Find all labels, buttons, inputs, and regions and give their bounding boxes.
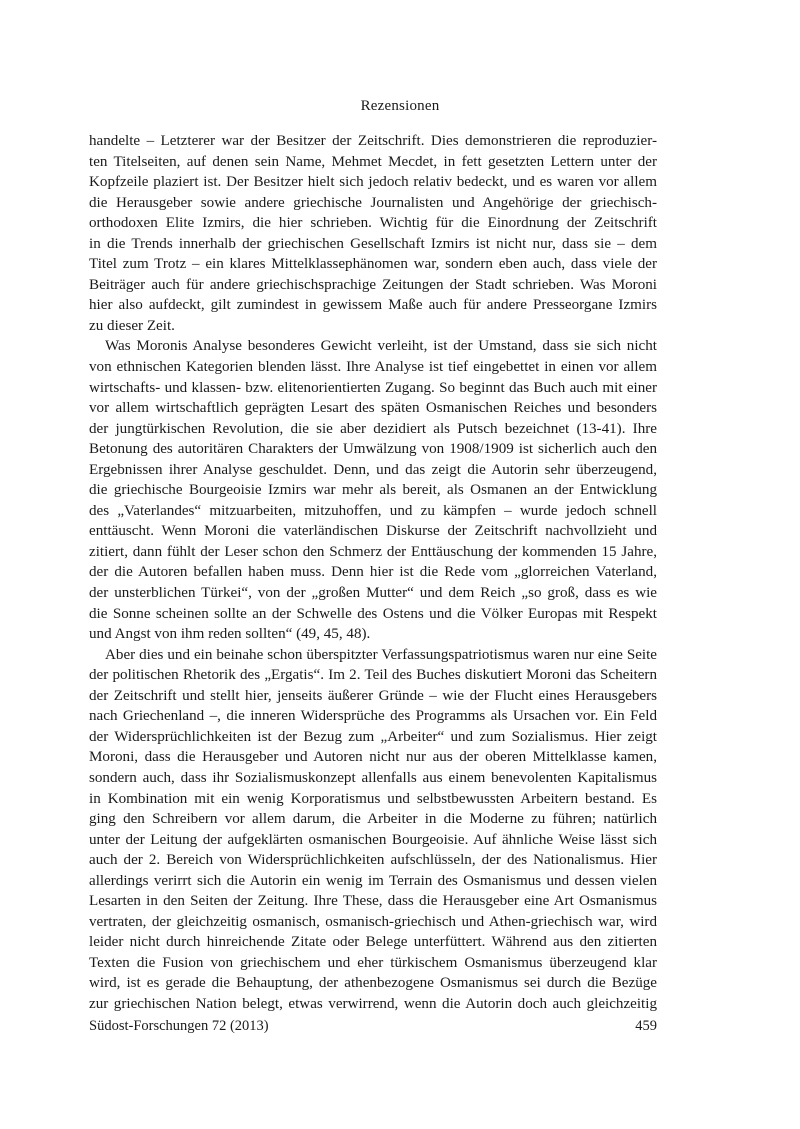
text-line: Lesarten in den Seiten der Zeitung. Ihre These, dass die Herausgeber eine Art Osmanismus <box>89 893 657 910</box>
text-line: Moroni, dass die Herausgeber und Autoren nicht nur aus der oberen Mittelklasse kamen, <box>89 749 657 766</box>
text-line: von ethnischen Kategorien blenden lässt. Ihre Analyse ist tief eingebettet in einen vor allem <box>89 359 657 376</box>
text-line: der Zeitschrift und stellt hier, jenseits äußerer Gründe – wie der Flucht eines Herausgebers <box>89 687 657 704</box>
text-line: ten Titelseiten, auf denen sein Name, Mehmet Mecdet, in fett gesetzten Lettern unter der <box>89 153 657 170</box>
text-line: Ergebnissen ihrer Analyse geschuldet. Denn, und das zeigt die Autorin sehr überzeugend, <box>89 461 657 478</box>
text-line: und Angst von ihm reden sollten“ (49, 45, 48). <box>89 626 371 643</box>
text-line: nach Griechenland –, die inneren Widersprüche des Programms als Ursachen vor. Ein Feld <box>89 708 657 725</box>
text-line: die griechische Bourgeoisie Izmirs war mehr als bereit, als Osmanen an der Entwicklung <box>89 482 657 499</box>
text-line: hier also aufdeckt, gilt zumindest in gewissem Maße auch für andere Presseorgane Izmirs <box>89 297 657 314</box>
text-line: die Herausgeber sowie andere griechische Journalisten und Angehörige der griechisch- <box>89 194 657 211</box>
text-line: orthodoxen Elite Izmirs, die hier schrieben. Wichtig für die Einordnung der Zeitschrift <box>89 215 657 232</box>
text-line: der jungtürkischen Revolution, die sie aber dezidiert als Putsch bezeichnet (13-41). Ihre <box>89 420 657 437</box>
text-line: sondern auch, dass ihr Sozialismuskonzept allenfalls aus einem benevolenten Kapitalismus <box>89 769 657 786</box>
footer-journal: Südost-Forschungen 72 (2013) <box>89 1018 269 1034</box>
text-line: allerdings verirrt sich die Autorin ein wenig im Terrain des Osmanismus und dessen vielen <box>89 872 657 889</box>
paragraph <box>89 131 657 336</box>
text-line: in die Trends innerhalb der griechischen Gesellschaft Izmirs ist nicht nur, dass sie – dem <box>89 235 657 252</box>
text-line: zur griechischen Nation belegt, etwas verwirrend, wenn die Autorin doch auch gleichzeitig <box>89 995 657 1012</box>
text-line: des „Vaterlandes“ mitzuarbeiten, mitzuhoffen, und zu kämpfen – wurde jedoch schnell <box>89 502 657 519</box>
paragraph <box>89 336 657 644</box>
text-line: leider nicht durch hinreichende Zitate oder Belege unterfüttert. Während aus den zitierten <box>89 934 657 951</box>
text-line: zu dieser Zeit. <box>89 317 175 334</box>
text-line: in Kombination mit ein wenig Korporatismus und selbstbewussten Arbeitern bestand. Es <box>89 790 657 807</box>
text-line: auch der 2. Bereich von Widersprüchlichkeiten aufschlüsseln, der des Nationalismus. Hier <box>89 852 657 869</box>
body-text <box>89 131 657 1015</box>
text-line: wird, ist es gerade die Behauptung, der athenbezogene Osmanismus sei durch die Bezüge <box>89 975 657 992</box>
text-line: Titel zum Trotz – ein klares Mittelklassephänomen war, sondern eben auch, dass viele der <box>89 256 657 273</box>
text-line: Aber dies und ein beinahe schon überspitzter Verfassungspatriotismus waren nur eine Seite <box>105 646 657 663</box>
text-line: vor allem wirtschaftlich geprägten Lesart des späten Osmanischen Reiches und besonders <box>89 400 657 417</box>
text-line: unter der Leitung der aufgeklärten osmanischen Bourgeoisie. Auf ähnliche Weise lässt sich <box>89 831 657 848</box>
text-line: ging den Schreibern vor allem darum, die Arbeiter in die Moderne zu führen; natürlich <box>89 811 657 828</box>
text-line: handelte – Letzterer war der Besitzer der Zeitschrift. Dies demonstrieren die reproduzier- <box>89 133 657 149</box>
text-line: der die Autoren befallen haben muss. Denn hier ist die Rede vom „glorreichen Vaterland, <box>89 564 657 581</box>
text-line: zitiert, dann fühlt der Leser schon den Schmerz der Enttäuschung der kommenden 15 Jahre, <box>89 543 657 560</box>
text-line: der politischen Rhetorik des „Ergatis“. Im 2. Teil des Buches diskutiert Moroni das Scheitern <box>89 667 657 684</box>
text-line: Texten die Fusion von griechischem und eher türkischem Osmanismus überzeugend klar <box>89 954 657 971</box>
page-number: 459 <box>635 1018 657 1034</box>
text-line: der unsterblichen Türkei“, von der „großen Mutter“ und dem Reich „so groß, dass es wie <box>89 585 657 602</box>
text-line: enttäuscht. Wenn Moroni die vaterländischen Diskurse der Zeitschrift nachvollzieht und <box>89 523 657 540</box>
text-line: vertraten, der gleichzeitig osmanisch, osmanisch-griechisch und Athen-griechisch war, wird <box>89 913 657 930</box>
running-head: Rezensionen <box>360 98 440 114</box>
text-line: wirtschafts- und klassen- bzw. elitenorientierten Zugang. So beginnt das Buch auch mit einer <box>89 379 657 396</box>
text-line: Betonung des autoritären Charakters der Umwälzung von 1908/1909 ist sicherlich auch den <box>89 441 657 458</box>
text-line: Kopfzeile plaziert ist. Der Besitzer hielt sich jedoch relativ bedeckt, und es waren vor allem <box>89 174 657 191</box>
text-line: Beiträger auch für andere griechischsprachige Zeitungen der Stadt schrieben. Was Moroni <box>89 276 657 293</box>
text-line: der Widersprüchlichkeiten ist der Bezug zum „Arbeiter“ und zum Sozialismus. Hier zeigt <box>89 728 657 745</box>
paragraph <box>89 645 657 1015</box>
text-line: Was Moronis Analyse besonderes Gewicht verleiht, ist der Umstand, dass sie sich nicht <box>105 338 657 355</box>
text-line: die Sonne scheinen sollte an der Schwelle des Ostens und die Völker Europas mit Respekt <box>89 605 657 622</box>
